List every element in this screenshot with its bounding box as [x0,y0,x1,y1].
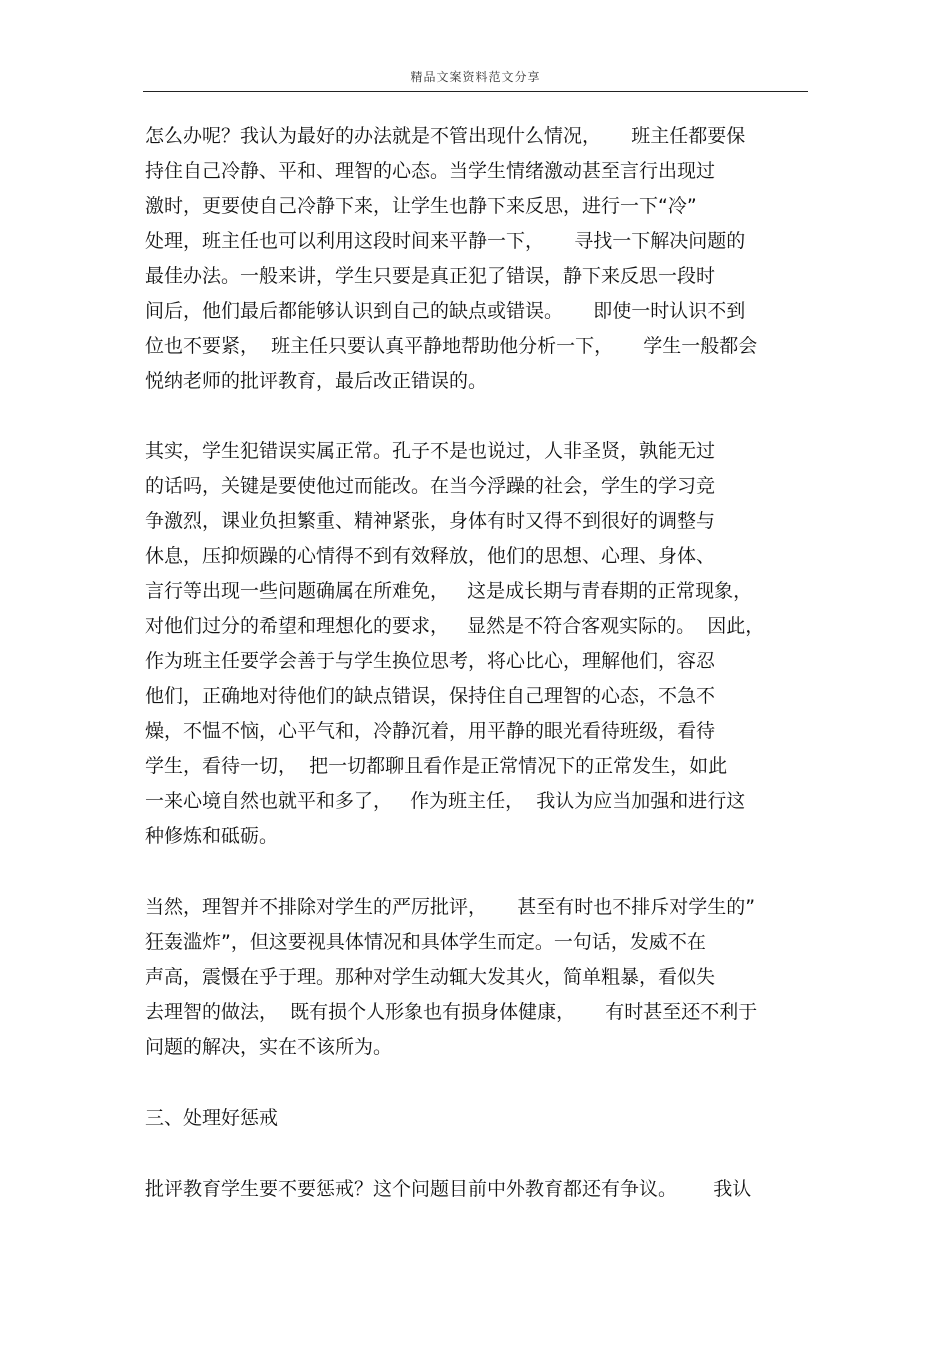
text-line: 声高，震慑在乎于理。那种对学生动辄大发其火，简单粗暴，看似失 [145,966,716,988]
text-line: 批评教育学生要不要惩戒？这个问题目前中外教育都还有争议。 我认 [145,1178,752,1200]
text-line: 怎么办呢？我认为最好的办法就是不管出现什么情况， 班主任都要保 [145,125,746,147]
text-line: 位也不要紧， 班主任只要认真平静地帮助他分析一下， 学生一般都会 [145,335,758,357]
text-line: 问题的解决，实在不该所为。 [145,1036,393,1058]
header-divider [143,91,808,92]
text-line: 燥，不愠不恼，心平气和，冷静沉着，用平静的眼光看待班级，看待 [145,720,716,742]
text-line: 他们，正确地对待他们的缺点错误，保持住自己理智的心态，不急不 [145,685,716,707]
text-line: 处理，班主任也可以利用这段时间来平静一下， 寻找一下解决问题的 [145,230,746,252]
text-line: 的话吗，关键是要使他过而能改。在当今浮躁的社会，学生的学习竞 [145,475,716,497]
text-line: 狂轰滥炸”，但这要视具体情况和具体学生而定。一句话，发威不在 [145,931,706,953]
section-heading: 三、处理好惩戒 [145,1107,279,1129]
text-line: 作为班主任要学会善于与学生换位思考，将心比心，理解他们，容忍 [145,650,716,672]
page-header: 精品文案资料范文分享 [410,70,541,84]
text-line: 间后，他们最后都能够认识到自己的缺点或错误。 即使一时认识不到 [145,300,746,322]
text-line: 学生，看待一切， 把一切都聊且看作是正常情况下的正常发生，如此 [145,755,728,777]
text-line: 当然，理智并不排除对学生的严厉批评， 甚至有时也不排斥对学生的” [145,896,756,918]
text-line: 激时，更要使自己冷静下来，让学生也静下来反思，进行一下“冷” [145,195,697,217]
text-line: 悦纳老师的批评教育，最后改正错误的。 [145,370,488,392]
text-line: 休息，压抑烦躁的心情得不到有效释放，他们的思想、心理、身体、 [145,545,716,567]
text-line: 争激烈，课业负担繁重、精神紧张，身体有时又得不到很好的调整与 [145,510,716,532]
text-line: 持住自己冷静、平和、理智的心态。当学生情绪激动甚至言行出现过 [145,160,716,182]
text-line: 言行等出现一些问题确属在所难免， 这是成长期与青春期的正常现象， [145,580,753,602]
text-line: 去理智的做法， 既有损个人形象也有损身体健康， 有时甚至还不利于 [145,1001,758,1023]
text-line: 一来心境自然也就平和多了， 作为班主任， 我认为应当加强和进行这 [145,790,746,812]
text-line: 种修炼和砥砺。 [145,825,279,847]
text-line: 最佳办法。一般来讲，学生只要是真正犯了错误，静下来反思一段时 [145,265,716,287]
text-line: 其实，学生犯错误实属正常。孔子不是也说过，人非圣贤，孰能无过 [145,440,716,462]
text-line: 对他们过分的希望和理想化的要求， 显然是不符合客观实际的。 因此， [145,615,765,637]
